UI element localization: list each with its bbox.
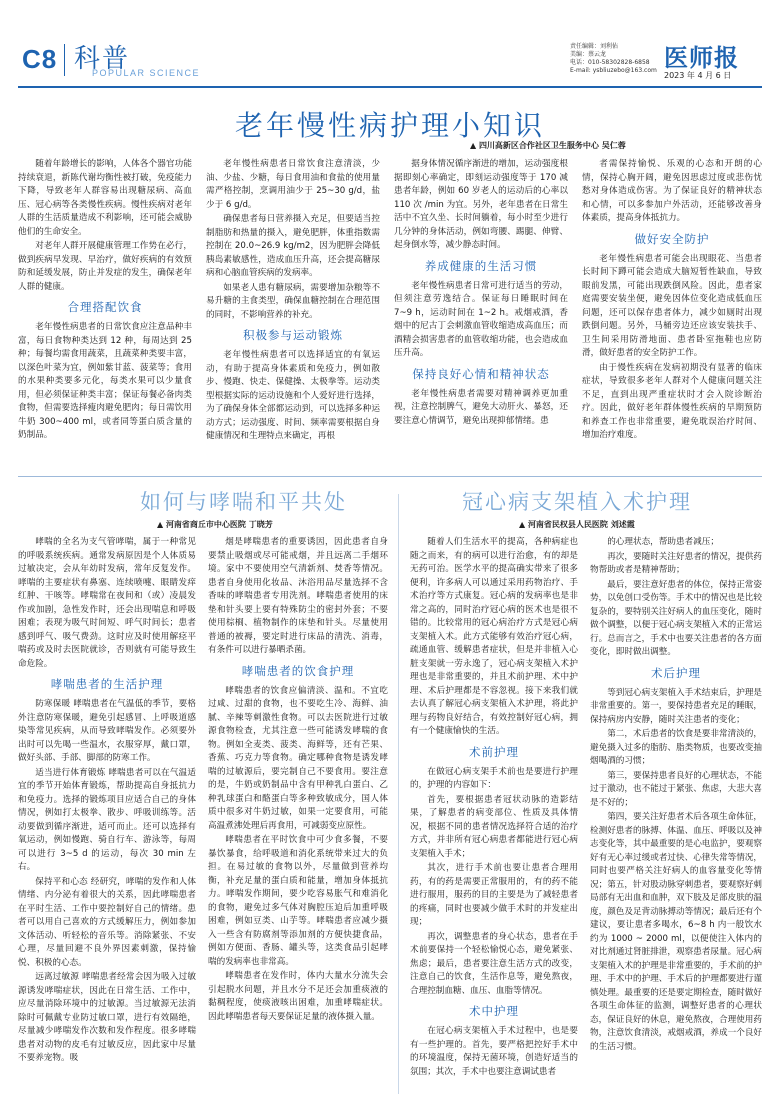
- section-heading: 合理搭配饮食: [67, 300, 143, 314]
- paragraph: 第四，要关注好患者术后各项生命体征，检测好患者的脉搏、体温、血压、呼吸以及神志变化等，其中最重要的是心电监护，要观察好有无心率过缓或者过快、心律失常等情况，同时也要严格关注好病人的血容量变化等情况；第五，针对股动脉穿刺患者，要观察好刺局部有无出血和血肿，双下肢及足部皮肤的温度，颜色及足背动脉搏动等情况；最后还有个建议，要让患者多喝水，6~8 h 内一般饮水约为 1000 ~ 2000 ml，以便使注入体内的对比剂通过肾脏排泄，观察患者尿量。冠心病支架植入术的护理是非常重要的，手术前的护理、手术中的护理、手术后的护理都要进行谨慎处理。最重要的还是要定期检查，随时做好各项生命体征的监测，调整好患者的心理状态，保证良好的休息，避免熬夜，合理使用药物，注意饮食清淡，戒烟戒酒，养成一个良好的生活习惯。: [590, 812, 762, 1052]
- paragraph: 随着年龄增长的影响，人体各个器官功能持续衰退，新陈代谢均衡性被打破，免疫能力下降，导致老年人群容易出现糖尿病、高血压、冠心病等各类慢性疾病。慢性疾病对老年人群的生活质量造成不利影响，还可能会威胁他们的生命安全。: [18, 159, 192, 237]
- paragraph: 者需保持愉悦、乐观的心态和开朗的心情，保持心胸开阔，避免因思虑过度或悲伤忧愁对身体造成伤害。为了保证良好的精神状态和心情，可以多参加户外活动，还能够改善身体素质，提高身体抵抗力。: [582, 159, 762, 223]
- article-byline: ▲ 四川高新区合作社区卫生服务中心 吴仁蓉: [470, 141, 626, 150]
- article-column: [18, 158, 192, 444]
- paragraph: 如果老人患有糖尿病，需要增加杂粮等不易升糖的主食类型，确保血糖控制在合理范围的同时，不影响营养的补充。: [206, 282, 380, 320]
- paragraph: 等到冠心病支架植入手术结束后，护理是非常重要的。第一，要保持患者充足的睡眠，保持病房内安静，随时关注患者的变化；: [590, 687, 762, 725]
- paragraph: 老年慢性病患者可以选择适宜的有氧运动，有助于提高身体素质和免疫力，例如散步、慢跑、快走、保健操、太极拳等。运动类型根据实际的运动设施和个人爱好进行选择，为了确保身体全部都运动到，可以选择多种运动方式；运动强度、时间、频率需要根据自身健康情况和生理特点来确定，再根: [206, 350, 380, 441]
- article-column: [394, 158, 568, 429]
- paragraph: 老年慢性病患者可能会出现眼花、当患者长时间下蹲可能会造成大脑短暂性缺血，导致眼前发黑，可能出现跌倒风险。因此，患者家庭需要安装坐便，避免因体位变化造成低血压问题，还可以保存患者体力，减少如厕时出现跌倒问题。另外，马桶旁边还应该安装扶手、卫生间采用防滑地面、患者卧室拖鞋也应防滑，做好患者的安全防护工作。: [582, 253, 762, 358]
- editor-line: 责任编辑：刘利佑: [570, 43, 619, 50]
- section-divider: [64, 44, 65, 76]
- paragraph: 烟是哮喘患者的重要诱因，因此患者自身要禁止吸烟或尽可能戒烟，并且远离二手烟环境。家中不要使用空气清新剂、焚香等情况。患者自身使用化妆品、沐浴用品尽量选择不含香味的哮喘患者专用洗剂。哮喘患者使用的床垫和针头要上要有特殊防尘的密封外套；不要使用棕榈、植物制作的床垫和针头。尽量使用普通的被褥，要定时进行床品的清洗、消毒，有条件可以进行暴晒杀菌。: [208, 537, 388, 655]
- paragraph: 确保患者每日营养摄入充足，但要适当控制脂肪和热量的摄入，避免肥胖，体重指数需控制在 20.0~26.9 kg/m2，因为肥胖会降低胰岛素敏感性，造成血压升高，还会提高糖尿病和心脑血管疾病的发病率。: [206, 214, 380, 278]
- paragraph: 哮喘患者的饮食应偏清淡、温和。不宜吃过咸、过甜的食物，也不要吃生冷、海鲜、油腻、辛辣等刺激性食物。可以去医院进行过敏源食物检查，尤其注意一些可能诱发哮喘的食物。例如全麦类、菠类、海鲜等，还有芒果、香蕉、巧克力等食物。确定哪种食物是诱发哮喘的过敏源后，要完制自己不要食用。要注意的是，牛奶或奶制品中含有甲种乳白蛋白、乙种乳球蛋白和酪蛋白等多种致敏成分，国人体质中很多对牛奶过敏，如果一定要食用，可能高温煮沸处理后再食用，可减弱变应原性。: [208, 685, 388, 831]
- section-heading: 做好安全防护: [634, 231, 710, 246]
- article-column: [582, 158, 762, 444]
- paragraph: 防寒保暖 哮喘患者在气温低的季节，要格外注意防寒保暖，避免引起感冒、上呼吸道感染等常见疾病，从而导致哮喘发作。必须要外出时可以先喝一些温水，衣服穿厚，戴口罩，做好头部、手部、脚部的防寒工作。: [18, 699, 196, 763]
- paragraph: 哮喘的全名为支气管哮喘，属于一种常见的呼吸系统疾病。通常发病原因是个人体质易过敏决定，会从年幼时发病，常年反复发作。哮喘的主要症状有鼻塞、连续喷嚏、眼睛发痒红肿、干咳等。哮喘常在夜间和（或）凌晨发作或加剧，急性发作时，还会出现喘息和呼吸困难；表现为吸气时间短、呼气时间长；患者感到呼气、吸气费劲。这时应及时使用解痉平喘药或及时去医院就诊，否则就有可能导致生命危险。: [18, 537, 196, 669]
- paragraph: 远离过敏源 哮喘患者经常会因为吸入过敏源诱发哮喘症状，因此在日常生活、工作中，应尽量消除环境中的过敏源。当过敏源无法消除时可佩戴专业防过敏口罩，进行有效隔绝，尽量减少哮喘发作次数和发作程度。很多哮喘患者对动物的皮毛有过敏反应，因此家中尽量不要养宠物。吸: [18, 972, 196, 1063]
- article-column: [590, 536, 762, 1055]
- section-heading: 哮喘患者的饮食护理: [241, 663, 355, 678]
- paragraph: 老年慢性病患者日常可进行适当的劳动，但须注意劳逸结合。保证每日睡眠时间在 7~9 h，运动时间在 1~2 h。戒烟戒酒，香烟中的尼古丁会刺激血管收缩造成高血压；而酒精会损害患者的血管收缩功能，也会造成血压升高。: [394, 280, 568, 358]
- column-divider: [398, 494, 399, 1094]
- paragraph: 在冠心病支架植入手术过程中，也是要有一些护理的。首先，要严格把控好手术中的环境温度，保持无菌环境，创造好适当的氛围；其次，手术中也要注意调试患者: [410, 1026, 578, 1077]
- section-heading: 保持良好心情和精神状态: [412, 366, 550, 381]
- section-heading: 哮喘患者的生活护理: [50, 677, 164, 691]
- paragraph: 哮喘患者在平时饮食中可少食多餐，不要暴饮暴食，给呼吸道和消化系统带来过大的负担。在易过敏的食物以外，尽量做到营养均衡，补充足量的蛋白质和能量，增加身体抵抗力。哮喘发作期间，要少吃容易胀气和难消化的食物，避免过多气体对胸腔压迫后加重呼吸困难，例如豆类、山芋等。哮喘患者应减少摄入一些含有防腐剂等添加剂的方便快捷食品，例如方便面、香肠、罐头等，这类食品引起哮喘的发病率也非常高。: [208, 835, 388, 967]
- paragraph: 的心理状态，帮助患者减压；: [607, 537, 719, 547]
- article-byline: ▲ 河南省民权县人民医院 刘述霞: [519, 520, 635, 529]
- paragraph: 哮喘患者在发作时，体内大量水分流失会引起脱水问题，并且水分不足还会加重痰液的黏稠程度，使痰液咳出困难，加重哮喘症状。因此哮喘患者每天要保证足量的液体摄入量。: [208, 971, 388, 1022]
- section-heading: 术中护理: [469, 1004, 519, 1018]
- section-divider-line: [18, 476, 762, 477]
- article-column: [208, 536, 388, 1025]
- paragraph: 老年慢性病患者需要对精神调养更加重视，注意控制脾气，避免大动肝火、暴怒，还要注意心情调节，避免出现抑郁情绪。患: [394, 388, 568, 426]
- article-column: [410, 536, 578, 1080]
- masthead-logo: 医师报: [664, 43, 739, 72]
- article-column: [206, 158, 380, 445]
- header-rule: [18, 86, 762, 88]
- paragraph: 在做冠心病支架手术前也是要进行护理的，护理的内容如下：: [410, 766, 578, 790]
- section-title: 科普: [74, 44, 131, 74]
- article-column: [18, 536, 196, 1067]
- article-byline: ▲ 河南省商丘市中心医院 丁晓芳: [157, 520, 273, 529]
- paragraph: 再次，要随时关注好患者的情况，提供药物帮助或者是精神帮助；: [590, 551, 762, 575]
- article-title-asthma: 如何与哮喘和平共处: [140, 490, 347, 514]
- section-title-en: POPULAR SCIENCE: [92, 68, 201, 78]
- paragraph: 据身体情况循序渐进的增加，运动强度根据即刻心率确定，即刻运动强度等于 170 减患者年龄，例如 60 岁老人的运动后的心率以 110 次 /min 为宜。另外，老年患者在日常生活中不宜久坐、长时间躺着，每小时至少进行几分钟的身体活动，例如弯腰、踢腿、伸臂、起身倒水等，减少静态时间。: [394, 159, 568, 250]
- section-heading: 术后护理: [651, 665, 701, 680]
- paragraph: 保持平和心态 经研究，哮喘的发作和人体情绪、内分泌有着很大的关系，因此哮喘患者在平时生活、工作中要控制好自己的情绪。患者可以用自己喜欢的方式缓解压力，例如参加文体活动、听轻松的音乐等。消除紧张、不安心理，尽量回避不良外界因素刺激，保持愉悦、积极的心态。: [18, 876, 196, 968]
- paragraph: 由于慢性疾病在发病初期没有显著的临床症状，导致很多老年人群对个人健康问题关注不足，直到出现严重症状时才会入院诊断治疗。因此，做好老年群体慢性疾病的早期预防和养查工作也非常重要，避免耽误治疗时间、增加治疗难度。: [582, 362, 762, 440]
- phone-line: 电话：010-58302828-6858: [570, 59, 650, 66]
- paragraph: 第三，要保持患者良好的心理状态，不能过于激动，也不能过于紧张、焦虑，大悲大喜是不好的；: [590, 770, 762, 808]
- paragraph: 适当进行体育锻炼 哮喘患者可以在气温适宜的季节开始体育锻炼，帮助提高自身抵抗力和免疫力。选择的锻炼项目应适合自己的身体情况，例如打太极拳、散步、呼吸训练等。活动要做到循序渐进，适可而止。还可以选择有氧运动，例如慢跑、骑自行车、游泳等，每周可以进行 3~5 d 的运动，每次 30 min 左右。: [18, 767, 196, 872]
- paragraph: 第二，术后患者的饮食是要非常清淡的，避免摄入过多的脂肪、脂类物质，也要改变抽烟喝酒的习惯；: [590, 729, 762, 766]
- section-heading: 积极参与运动锻炼: [243, 328, 343, 342]
- section-heading: 养成健康的生活习惯: [424, 258, 538, 273]
- issue-date: 2023 年 4 月 6 日: [664, 71, 732, 80]
- designer-line: 美编：蔡云龙: [570, 51, 607, 58]
- paragraph: 老年慢性病患者的日常饮食应注意品种丰富，每日食物种类达到 12 种，每周达到 25 种；每餐均需食用蔬菜，且蔬菜种类要丰富，以深色叶菜为宜，例如紫甘蓝、菠菜等；食用的水果种类要多元化，每类水果可以少量食用，但必须保证种类丰富；保证每餐必备肉类食物，但需要选择瘦肉避免肥肉；每日需饮用牛奶 300~400 ml，或者同等蛋白质含量的奶制品。: [18, 322, 192, 440]
- paragraph: 对老年人群开展健康管理工作势在必行，做到疾病早发现、早治疗，做好疾病的有效预防和延缓发展，防止并发症的发生，确保老年人群的健康。: [18, 241, 192, 292]
- page-header: [0, 0, 780, 92]
- paragraph: 随着人们生活水平的提高，各种病症也随之而来，有的病可以进行治愈，有的却是无药可治。医学水平的提高确实带来了很多便利，许多病人可以通过采用药物治疗、手术治疗等方式康复。冠心病的发病率也是非常之高的，同时治疗冠心病的医术也是很不错的。比较常用的冠心病治疗方式是冠心病支架植入术。此方式能够有效治疗冠心病，疏通血管、缓解患者症状，但是并非植入心脏支架就一劳永逸了，冠心病支架植入术护理也是非常重要的，并且术前护理、术中护理、术后护理都是不容忽视。接下来我们就去认真了解冠心病支架植入术护理，将此护理与药物良好结合，有效控制好冠心病，拥有一个健康愉快的生活。: [410, 537, 578, 736]
- editor-info: [570, 43, 657, 75]
- section-heading: 术前护理: [469, 744, 519, 759]
- article-title-chronic-care: 老年慢性病护理小知识: [234, 109, 545, 142]
- page-number: C8: [22, 44, 58, 74]
- paragraph: 最后，要注意好患者的体位，保持正常姿势，以免创口受伤等。手术中的情况也是比较复杂的，要特别关注好病人的血压变化，随时做个调整，以便于冠心病支架植入术的正常运行。总而言之，手术中也要关注患者的各方面变化，即时做出调整。: [590, 579, 762, 657]
- email-line: E-mail: ysbliuzebo@163.com: [570, 67, 657, 74]
- paragraph: 首先，要根据患者冠状动脉的造影结果，了解患者的病变部位、性质及具体情况，根据不同的患者情况选择符合适的治疗方式，并非所有冠心病患者都能进行冠心病支架植入手术；: [410, 794, 578, 859]
- paragraph: 再次，调整患者的身心状态，患者在手术前要保持一个轻松愉悦心态，避免紧张、焦虑；最后，患者要注意生活方式的改变，注意自己的饮食，生活作息等，避免熬夜，合理控制血糖、血压、血脂等情况。: [410, 931, 578, 996]
- paragraph: 其次，进行手术前也要让患者合理用药，有的药是需要正常服用的，有的药不能进行服用，服药的目的主要是为了减轻患者的疼痛，同时也要减少做手术时的并发症出现；: [410, 863, 578, 927]
- paragraph: 老年慢性病患者日常饮食注意清淡，少油、少盐、少糖，每日食用油和食盐的使用量需严格控制，烹调用油少于 25~30 g/d，盐少于 6 g/d。: [206, 159, 380, 210]
- article-title-stent: 冠心病支架植入术护理: [462, 490, 692, 514]
